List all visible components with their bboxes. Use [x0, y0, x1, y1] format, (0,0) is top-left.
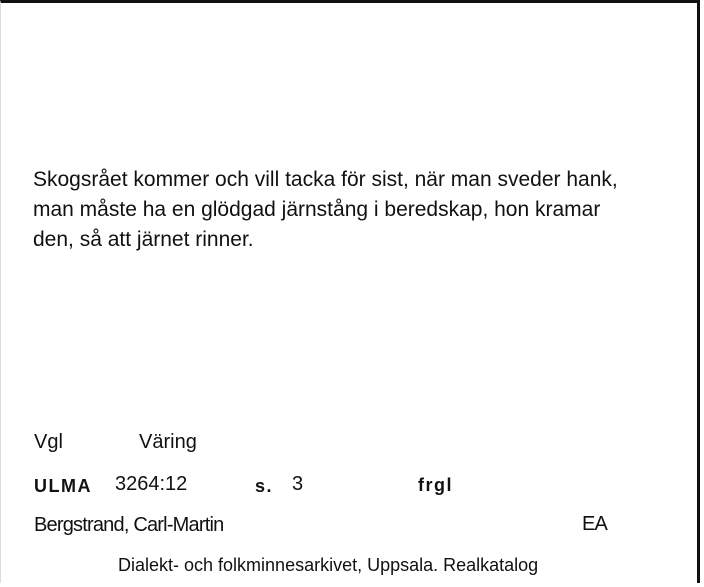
province: Vgl: [34, 431, 63, 453]
category: frgl: [418, 475, 453, 495]
page-label: s.: [255, 476, 274, 496]
record-text-line: den, så att järnet rinner.: [33, 228, 254, 251]
parish: Väring: [139, 431, 197, 453]
record-number: 3264:12: [115, 473, 188, 495]
record-text-line: man måste ha en glödgad järnstång i beredskap, hon kramar: [33, 198, 601, 221]
record-text-line: Skogsrået kommer och vill tacka för sist, när man sveder hank,: [33, 168, 618, 191]
record-text: [33, 165, 683, 255]
archive-code: ULMA: [34, 476, 92, 496]
collector-initials: EA: [582, 513, 608, 535]
collector-name: Bergstrand, Carl-Martin: [34, 514, 224, 536]
archive-footer: Dialekt- och folkminnesarkivet, Uppsala. Realkatalog: [118, 555, 539, 575]
page-number: 3: [292, 473, 304, 495]
